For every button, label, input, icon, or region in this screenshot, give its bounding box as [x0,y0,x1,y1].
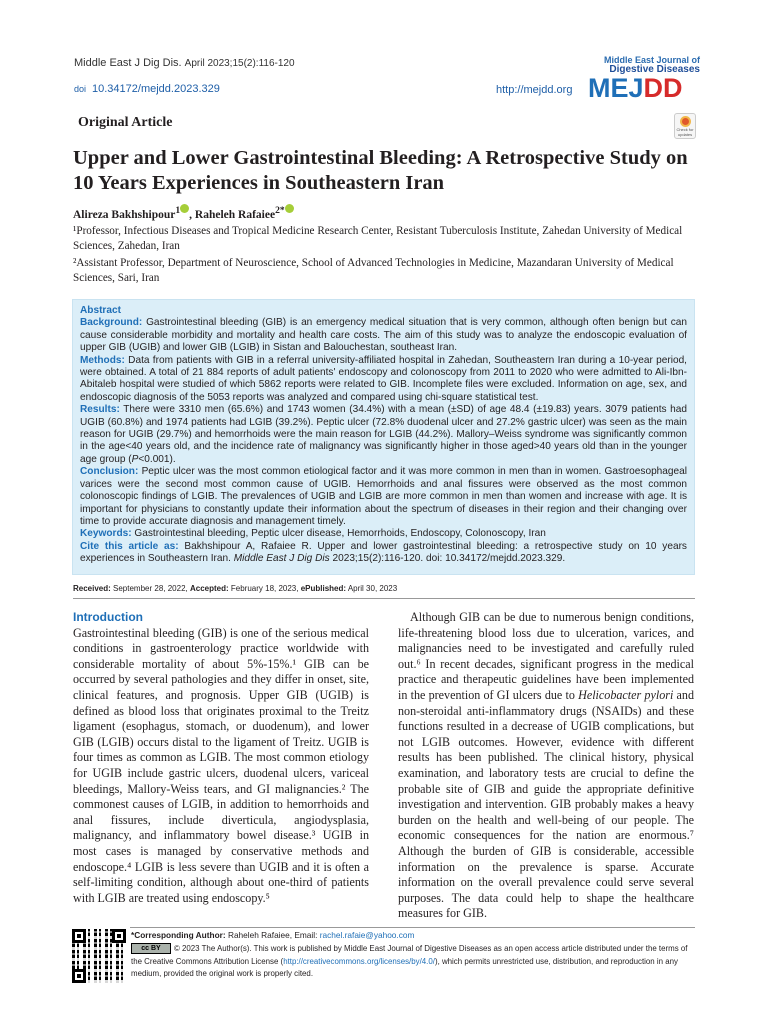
logo-wordmark-a: MEJ [588,73,644,103]
orcid-icon[interactable] [285,204,294,213]
intro-p2-italic: Helicobacter pylori [578,687,674,702]
check-for-updates-button[interactable] [674,113,696,139]
license-a: © 2023 The Author(s). This work is published by Middle East Journal of Digestive Diseases as an open access article distributed under the terms of the Creative Commons Attribution License ( [131,944,688,966]
doi-link[interactable]: 10.34172/mejdd.2023.329 [92,83,220,95]
introduction-heading: Introduction [73,610,143,624]
author-2[interactable]: Raheleh Rafaiee [194,208,276,221]
results-label: Results: [80,404,120,416]
cite-end: 2023;15(2):116-120. doi: 10.34172/mejdd.2023.329. [329,553,566,565]
author-2-sup: 2* [275,205,285,216]
received-label: Received: [73,584,111,593]
abstract-box [72,299,695,575]
logo-line2: Digestive Diseases [609,64,700,75]
logo-wordmark [588,75,700,101]
methods-label: Methods: [80,354,125,366]
epub-label: ePublished: [300,584,347,593]
doi-icon: doi [74,84,87,94]
intro-p2-a: Although GIB can be due to numerous benign conditions, life-threatening blood loss due to ulceration, varices, and malignancies need to be investigated and carefully ruled out.⁶ In recent decades, significant progress in the medical practice and therapeutic guidelines have been implemented in the prevention of GI ulcers due to [398,610,694,702]
qr-finder [72,969,86,983]
corr-label: *Corresponding Author: [131,930,226,940]
body-column-right [398,610,694,922]
results-text: There were 3310 men (65.6%) and 1743 women (34.4%) with a mean (±SD) of age 48.4 (±19.83) years. 3079 patients had UGIB (60.8%) and 1974 patients had LGIB (39.2%). Peptic ulcer (72.8% duodenal ulcer and 27.2% gastric ulcer) was seen as the main reason for UGIB (29.7%) and hemorrhoids were the main reason for LGIB (44.2%). Mallory–Weiss syndrome was significantly common in the age<40 years old, and the incidence rate of malignancy was significantly higher in those aged>40 years old than in the younger age group ( [80,404,687,465]
corresponding-author [131,930,414,940]
author-separator: , [189,208,195,221]
corr-email-link[interactable]: rachel.rafaie@yahoo.com [319,930,415,940]
conclusion-label: Conclusion: [80,466,139,478]
journal-issue: April 2023;15(2):116-120 [184,58,295,69]
epub-date: April 30, 2023 [346,584,398,593]
results-end: <0.001). [138,453,176,465]
orcid-icon[interactable] [180,204,189,213]
intro-p2-b: and non-steroidal anti-inflammatory drugs (NSAIDs) and these functions resulted in a decrease of UGIB complications, but not LGIB outcomes. However, evidence with different results has been published. The clinical history, physical examination, and laboratory tests are crucial to define the probable site of GIB and guide the appropriate definitive investigation and intervention. GIB probably makes a heavy burden on the health and well-being of our people. The economic consequences for the nation are enormous.⁷ Although the burden of GIB is considerable, accessible information on the prevalence is sparse. Accurate information on the overall prevalence could serve several purposes. The data could help to shape the healthcare measures for GIB. [398,687,694,921]
cite-journal: Middle East J Dig Dis [233,553,330,565]
article-dates [73,584,397,593]
introduction-paragraph-1: Gastrointestinal bleeding (GIB) is one of the serious medical conditions in gastroenterology practice worldwide with considerable mortality of about 5%-15%.¹ GIB can be occurred by several pathologies and they differ in onset, site, clinical features, and prognosis. Upper GIB (UGIB) is defined as blood loss that originates proximal to the Treitz ligament (esophagus, stomach, or duodenum), and lower GIB (LGIB) occurs distal to the ligament of Treitz. UGIB is four times as common as LGIB. The most common etiology for UGIB include gastric ulcers, duodenal ulcers, variceal bleedings, Mallory-Weiss tears, and GI malignancies.² The commonest causes of LGIB, in addition to hemorrhoids and anal fissures, include diverticula, angiodysplasia, malignancy, and inflammatory bowel disease.³ UGIB in most cases is managed by conservative methods and endoscope.⁴ LGIB is less severe than UGIB and it is often a self-limiting condition, although about one-third of patients with LGIB are treated using endoscopy.⁵ [73,625,369,905]
cite-label: Cite this article as: [80,540,179,552]
license-text [131,943,696,981]
article-title: Upper and Lower Gastrointestinal Bleeding: A Retrospective Study on 10 Years Experiences in Southeastern Iran [73,147,688,194]
conclusion-text: Peptic ulcer was the most common etiological factor and it was more common in men than in women. Gastroesophageal varices were the second most common cause of UGIB. Hemorrhoids and anal fissures were observed as the most common colonoscopic findings of LGIB. The prevalences of UGIB and LGIB are more common in men than women and increase with age. It is important for physicians to constantly update their information about the spectrum of diseases in their region and their changing over time to provide accurate diagnosis and management timely. [80,466,687,527]
corr-name: Raheleh Rafaiee, Email: [225,930,320,940]
affiliation-1: ¹Professor, Infectious Diseases and Tropical Medicine Research Center, Resistant Tuberculosis Institute, Zahedan University of Medical Sciences, Zahedan, Iran [73,225,683,252]
author-list [73,204,294,221]
received-date: September 28, 2022, [110,584,190,593]
logo-line1: Middle East Journal of [603,55,700,65]
cc-license-icon[interactable]: cc BY [131,943,171,954]
results-p: P [131,453,139,465]
background-label: Background: [80,317,143,329]
keywords-text: Gastrointestinal bleeding, Peptic ulcer disease, Hemorrhoids, Endoscopy, Colonoscopy, Iran [131,528,546,540]
cite-text: Bakhshipour A, Rafaiee R. Upper and lower gastrointestinal bleeding: a retrospective study on 10 years experiences in Southeastern Iran. [80,540,687,565]
logo-wordmark-b: DD [643,73,683,103]
accepted-label: Accepted: [189,584,229,593]
author-1-sup: 1 [175,205,181,216]
qr-finder [72,929,86,943]
introduction-paragraph-2 [398,610,694,922]
qr-finder [112,929,126,943]
accepted-date: February 18, 2023, [228,584,301,593]
divider [73,598,695,599]
journal-citation-header [74,57,295,69]
check-updates-icon [680,116,691,127]
footer-divider [130,927,695,928]
journal-name: Middle East J Dig Dis. [74,57,182,69]
background-text: Gastrointestinal bleeding (GIB) is an emergency medical situation that is very common, although often benign but can cause considerable morbidity and mortality and health care costs. The aim of this study was to analyze the endoscopic evaluation of upper GIB (UGIB) and lower GIB (LGIB) in Sistan and Balouchestan, southeast Iran. [80,317,687,354]
doi-row [72,83,220,95]
license-link[interactable]: http://creativecommons.org/licenses/by/4.0/ [283,956,435,966]
affiliation-2: ²Assistant Professor, Department of Neuroscience, School of Advanced Technologies in Medicine, Mazandaran University of Medical Sciences, Sari, Iran [73,257,674,284]
license-b: ), which permits unrestricted use, distribution, and reproduction in any medium, provided the original work is properly cited. [131,956,678,978]
methods-text: Data from patients with GIB in a referral university-affiliated hospital in Zahedan, Southeastern Iran during a 10-year period, were obtained. A total of 21 884 reports of adult patients' endoscopy and colonoscopy from 2011 to 2020 who were admitted to Ali-Ibn-Abitaleb hospital were studied of which 5862 reports were related to GIB. Incomplete files were excluded. Information on age, sex, and endoscopic diagnosis of the 5053 reports was analyzed and compared using chi-square statistical test. [80,354,687,403]
abstract-heading: Abstract [80,305,121,316]
check-for-updates-label: Check for updates [676,127,694,137]
body-column-left [73,610,369,906]
qr-code-icon[interactable] [72,929,126,983]
author-1[interactable]: Alireza Bakhshipour [73,208,176,221]
journal-logo [588,56,700,106]
journal-url-link[interactable]: http://mejdd.org [496,84,573,96]
keywords-label: Keywords: [80,528,132,540]
article-type: Original Article [78,115,173,130]
